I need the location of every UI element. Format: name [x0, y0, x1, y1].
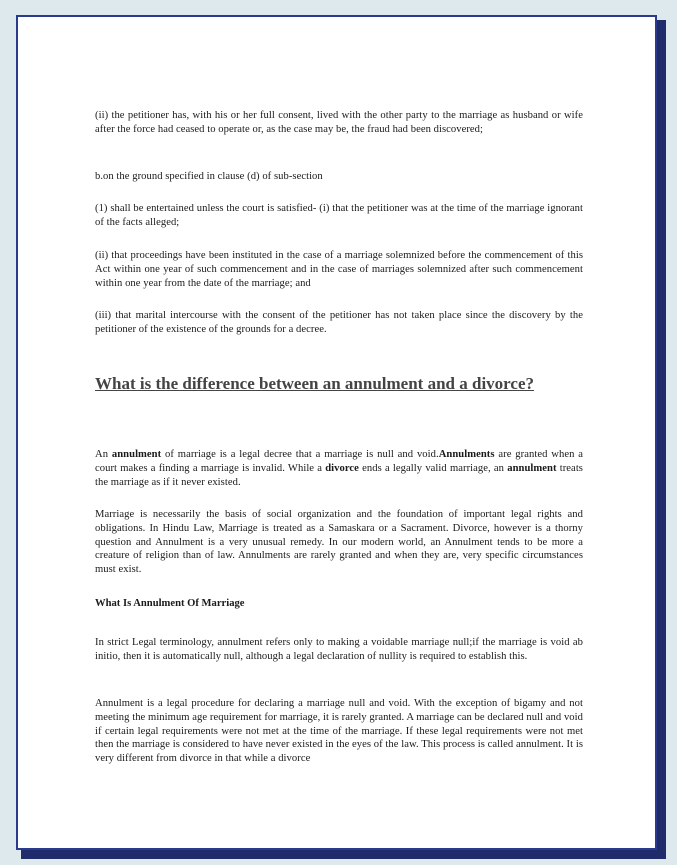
document-page	[16, 15, 657, 850]
term-annulments: Annulments	[438, 449, 495, 460]
paragraph-text: b.on the ground specified in clause (d) of sub-section	[95, 171, 323, 182]
definition-text-1: An	[95, 449, 112, 460]
paragraph-ground-specified	[95, 170, 583, 184]
paragraph-force-consent	[95, 109, 583, 137]
paragraph-text: Marriage is necessarily the basis of social organization and the foundation of important legal rights and obligations. In Hindu Law, Marriage is treated as a Samaskara or a Sacrament. Divorce, however is a thorny question and Annulment is a very unusual remedy. In our modern world, an Annulment tends to be more a creature of religion than of law. Annulments are rarely granted and when they are, very specific circumstances must exist.	[95, 509, 583, 576]
section-heading-block	[95, 374, 583, 394]
subheading-block	[95, 597, 583, 611]
definition-text-2: of marriage is a legal decree that a marriage is null and void.	[161, 449, 439, 460]
subheading-annulment-of-marriage: What Is Annulment Of Marriage	[95, 598, 245, 609]
definition-text-5: treats the marriage as if it never existed.	[95, 462, 583, 488]
paragraph-proceedings-instituted	[95, 249, 583, 290]
paragraph-text	[95, 448, 583, 489]
section-heading: What is the difference between an annulment and a divorce?	[95, 374, 535, 393]
term-annulment: annulment	[111, 449, 162, 460]
paragraph-text: (iii) that marital intercourse with the consent of the petitioner has not taken place since the discovery by the petitioner of the existence of the grounds for a decree.	[95, 310, 583, 335]
paragraph-text: In strict Legal terminology, annulment refers only to making a voidable marriage null;if the marriage is void ab initio, then it is automatically null, although a legal declaration of nullity is required to establish this.	[95, 637, 583, 662]
paragraph-text: (ii) the petitioner has, with his or her full consent, lived with the other party to the marriage as husband or wife after the force had ceased to operate or, as the case may be, the fraud had been discovered;	[95, 110, 583, 135]
term-divorce: divorce	[325, 462, 359, 474]
definition-text-4: ends a legally valid marriage, an	[358, 462, 508, 474]
paragraph-annulment-definition	[95, 448, 583, 489]
paragraph-marital-intercourse	[95, 309, 583, 337]
paragraph-text: Annulment is a legal procedure for declaring a marriage null and void. With the exception of bigamy and not meeting the minimum age requirement for marriage, it is rarely granted. A marriage can be declared null and void if certain legal requirements were not met at the time of the marriage. If these legal requirements were not met then the marriage is considered to have never existed in the eyes of the law. This process is called annulment. It is very different from divorce in that while a divorce	[95, 698, 583, 765]
paragraph-text: (ii) that proceedings have been instituted in the case of a marriage solemnized before the commencement of this Act within one year of such commencement and in the case of marriages solemnized after such commencement within one year from the date of the marriage; and	[95, 250, 583, 289]
paragraph-court-satisfied	[95, 202, 583, 230]
paragraph-legal-terminology	[95, 636, 583, 664]
paragraph-marriage-basis	[95, 508, 583, 577]
term-annulment-2: annulment	[507, 462, 557, 474]
definition-text-3: are granted when a court makes a finding a marriage is invalid. While a	[95, 449, 584, 474]
paragraph-legal-procedure	[95, 697, 583, 766]
paragraph-text: (1) shall be entertained unless the court is satisfied- (i) that the petitioner was at the time of the marriage ignorant of the facts alleged;	[95, 203, 583, 228]
